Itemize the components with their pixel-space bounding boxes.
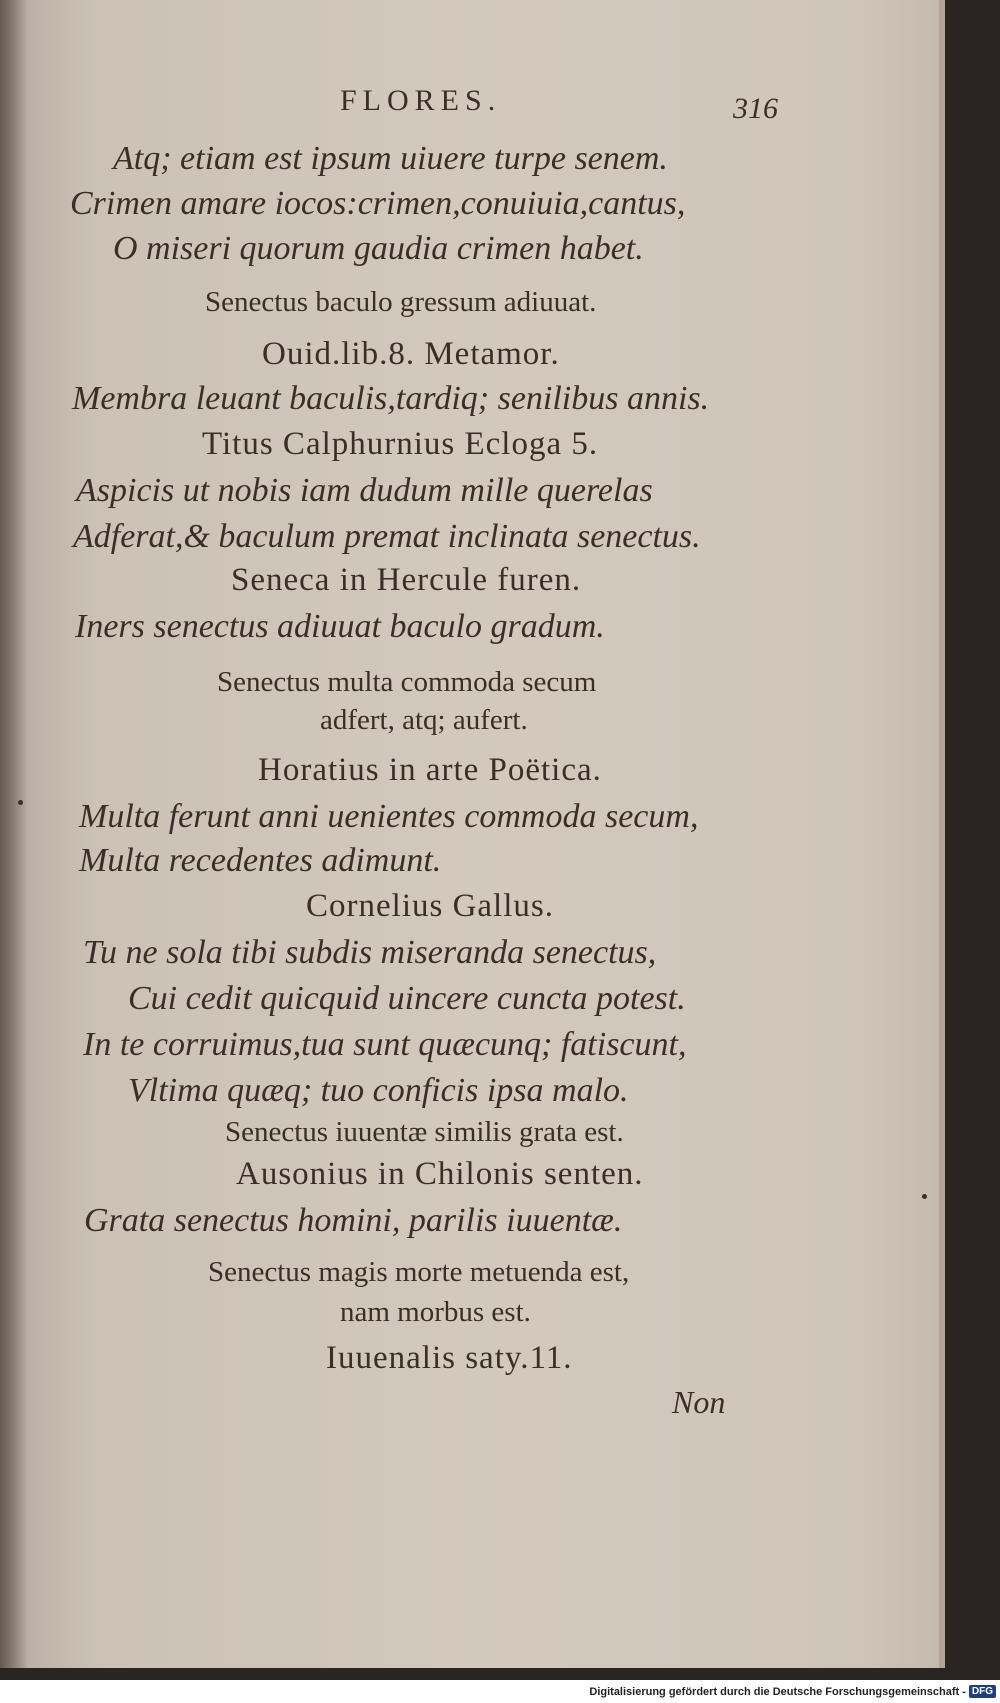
funding-credit: Digitalisierung gefördert durch die Deutsche Forschungsgemeinschaft -	[589, 1685, 966, 1698]
catchword: Non	[672, 1384, 726, 1420]
source-citation: Ausonius in Chilonis senten.	[236, 1156, 644, 1192]
dfg-logo: DFG	[969, 1685, 996, 1698]
verse-line: Aspicis ut nobis iam dudum mille querelas	[76, 472, 653, 509]
page-edge	[939, 0, 945, 1668]
verse-line: Vltima quæq; tuo conficis ipsa malo.	[128, 1072, 629, 1109]
verse-line: Multa recedentes adimunt.	[79, 842, 442, 879]
digitization-footer	[0, 1680, 1000, 1703]
source-citation: Horatius in arte Poëtica.	[258, 752, 602, 788]
running-title: FLORES.	[340, 84, 502, 117]
verse-line: Iners senectus adiuuat baculo gradum.	[75, 608, 605, 645]
gutter-shadow	[0, 0, 28, 1668]
verse-line: Atq; etiam est ipsum uiuere turpe senem.	[113, 140, 668, 177]
source-citation: Titus Calphurnius Ecloga 5.	[202, 426, 599, 462]
verse-line: Grata senectus homini, parilis iuuentæ.	[84, 1202, 623, 1239]
verse-line: O miseri quorum gaudia crimen habet.	[113, 230, 644, 267]
section-heading: adfert, atq; aufert.	[320, 704, 528, 736]
verse-line: Tu ne sola tibi subdis miseranda senectus,	[83, 934, 657, 971]
verse-line: Multa ferunt anni uenientes commoda secum,	[79, 798, 699, 835]
verse-line: In te corruimus,tua sunt quæcunq; fatiscunt,	[83, 1026, 687, 1063]
verse-line: Membra leuant baculis,tardiq; senilibus annis.	[72, 380, 710, 417]
section-heading: Senectus baculo gressum adiuuat.	[205, 286, 597, 318]
section-heading: Senectus magis morte metuenda est,	[208, 1256, 630, 1288]
section-heading: Senectus iuuentæ similis grata est.	[225, 1116, 624, 1148]
ink-speck	[18, 800, 23, 805]
section-heading: Senectus multa commoda secum	[217, 666, 597, 698]
page-number: 316	[733, 92, 778, 125]
source-citation: Seneca in Hercule furen.	[231, 562, 582, 598]
section-heading: nam morbus est.	[340, 1296, 531, 1328]
source-citation: Cornelius Gallus.	[306, 888, 554, 924]
verse-line: Crimen amare iocos:crimen,conuiuia,cantus,	[70, 185, 686, 222]
ink-speck	[922, 1194, 927, 1199]
verse-line: Cui cedit quicquid uincere cuncta potest.	[128, 980, 686, 1017]
source-citation: Ouid.lib.8. Metamor.	[262, 336, 560, 372]
source-citation: Iuuenalis saty.11.	[326, 1340, 573, 1376]
verse-line: Adferat,& baculum premat inclinata senectus.	[73, 518, 701, 555]
